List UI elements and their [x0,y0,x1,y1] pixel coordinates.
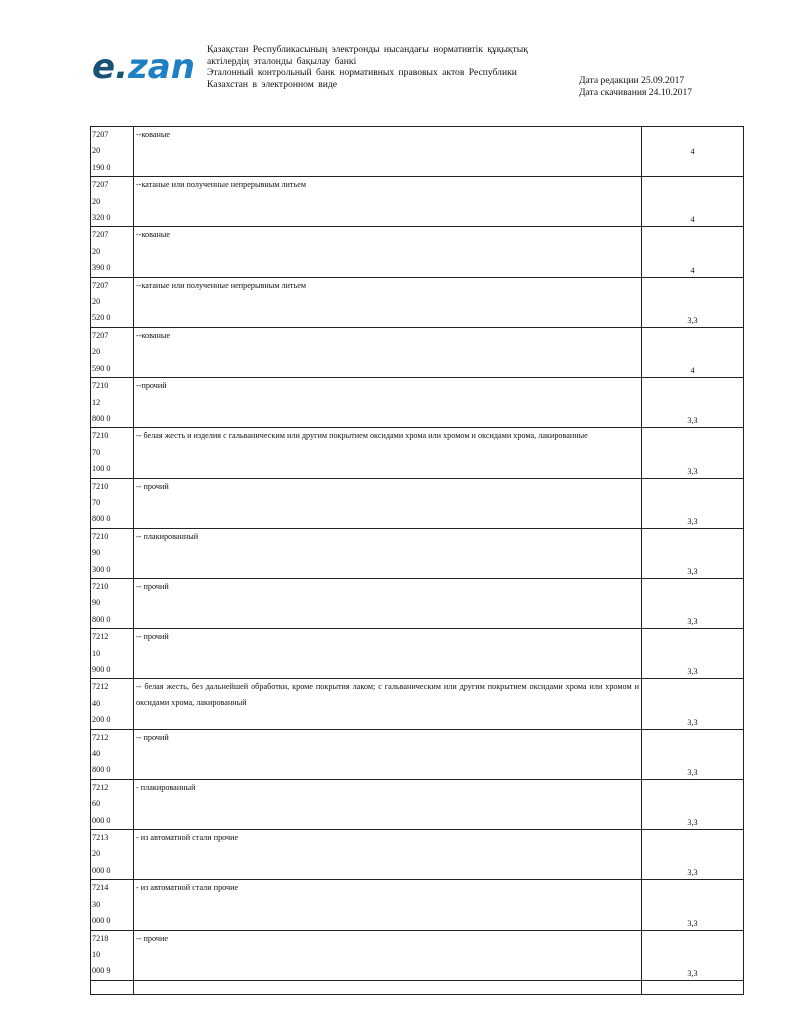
table-row [91,779,744,829]
rate-cell: 3,3 [642,629,744,679]
rate-cell: 3,3 [642,830,744,880]
empty-cell [642,980,744,994]
hs-code-part: 7210 [92,581,109,591]
hs-code-part: 7212 [92,632,109,642]
hs-code-part: 7207 [92,130,109,139]
table-row [91,578,744,628]
hs-code-part: 90 [92,598,101,608]
hs-code-cell [91,478,134,528]
table-row [91,880,744,930]
edition-date: Дата редакции 25.09.2017 [579,75,685,86]
hs-code-part: 7212 [92,682,109,692]
rate-cell: 3,3 [642,729,744,779]
description-cell: -- прочий [134,729,642,779]
hs-code-part: 7210 [92,431,109,441]
hs-code-part: 7207 [92,280,109,290]
hs-code-cell [91,679,134,729]
hs-code-part: 320 0 [92,213,111,223]
hs-code-part: 60 [92,799,101,809]
rate-cell: 3,3 [642,428,744,478]
document-dates [579,75,692,98]
rate-cell: 3,3 [642,779,744,829]
header-line-2: актілердің эталонды бақылау банкі [207,55,357,67]
rate-cell: 3,3 [642,880,744,930]
hs-code-part: 7207 [92,180,109,190]
hs-code-part: 20 [92,297,101,307]
hs-code-part: 900 0 [92,665,111,674]
hs-code-part: 000 0 [92,865,111,875]
description-cell: -- прочий [134,629,642,679]
hs-code-cell [91,880,134,930]
hs-code-part: 30 [92,899,101,909]
hs-code-part: 000 0 [92,916,111,926]
hs-code-part: 70 [92,447,101,457]
description-cell: --кованые [134,227,642,277]
description-cell: -- прочие [134,930,642,980]
table-row [91,729,744,779]
hs-code-cell [91,528,134,578]
description-cell: --катаные или полученные непрерывным литьем [134,277,642,327]
description-cell: - из автоматной стали прочие [134,880,642,930]
hs-code-part: 7210 [92,481,109,491]
hs-code-cell [91,127,134,177]
document-header [207,44,528,90]
description-cell: -- белая жесть, без дальнейшей обработки, кроме покрытия лаком; с гальваническим или другим покрытием оксидами хрома или хромом и оксидами хрома, лакированный [134,679,642,729]
table-row [91,528,744,578]
hs-code-part: 7212 [92,782,109,792]
hs-code-part: 100 0 [92,464,111,474]
hs-code-cell [91,779,134,829]
hs-code-part: 7210 [92,381,109,391]
hs-code-part: 7214 [92,883,109,893]
hs-code-part: 590 0 [92,363,111,373]
hs-code-cell [91,277,134,327]
description-cell: -- плакированный [134,528,642,578]
rate-cell: 3,3 [642,528,744,578]
hs-code-part: 20 [92,347,101,357]
hs-code-part: 000 9 [92,966,111,976]
table-row [91,930,744,980]
hs-code-part: 20 [92,196,101,206]
rate-cell: 3,3 [642,930,744,980]
hs-code-part: 7212 [92,732,109,742]
rate-cell: 3,3 [642,478,744,528]
empty-row [91,980,744,994]
description-cell: --кованые [134,327,642,377]
rate-cell: 4 [642,127,744,177]
hs-code-part: 20 [92,246,101,256]
hs-code-part: 800 0 [92,413,111,423]
table-row [91,227,744,277]
table-row [91,378,744,428]
tariff-table [90,126,744,995]
rate-cell: 3,3 [642,578,744,628]
empty-cell [91,980,134,994]
header-line-4: Казахстан в электронном виде [207,78,337,90]
download-date: Дата скачивания 24.10.2017 [579,86,693,98]
description-cell: - из автоматной стали прочие [134,830,642,880]
hs-code-part: 800 0 [92,514,111,524]
ezan-logo: e.zan [92,47,195,87]
description-cell: - плакированный [134,779,642,829]
description-cell: -- прочий [134,478,642,528]
hs-code-cell [91,428,134,478]
rate-cell: 3,3 [642,679,744,729]
hs-code-cell [91,378,134,428]
hs-code-part: 390 0 [92,263,111,273]
table-row [91,679,744,729]
rate-cell: 3,3 [642,378,744,428]
hs-code-part: 7210 [92,531,109,541]
table-row [91,478,744,528]
table-row [91,277,744,327]
header-line-3: Эталонный контрольный банк нормативных правовых актов Республики [207,67,517,78]
hs-code-part: 7218 [92,933,109,943]
hs-code-part: 40 [92,749,101,759]
tariff-table-body [91,127,744,995]
rate-cell: 4 [642,177,744,227]
hs-code-part: 520 0 [92,313,111,323]
rate-cell: 3,3 [642,277,744,327]
table-row [91,428,744,478]
table-row [91,327,744,377]
hs-code-cell [91,327,134,377]
header-line-1: Қазақстан Республикасының электронды нысандағы нормативтік құқықтық [207,44,528,55]
hs-code-cell [91,578,134,628]
hs-code-cell [91,177,134,227]
hs-code-part: 20 [92,849,101,859]
hs-code-part: 40 [92,698,101,708]
hs-code-cell [91,830,134,880]
hs-code-part: 20 [92,146,101,156]
hs-code-part: 12 [92,397,101,407]
hs-code-part: 000 0 [92,815,111,825]
description-cell: --кованые [134,127,642,177]
hs-code-part: 7207 [92,230,109,240]
description-cell: --прочий [134,378,642,428]
hs-code-cell [91,729,134,779]
rate-cell: 4 [642,327,744,377]
hs-code-part: 300 0 [92,564,111,574]
description-cell: -- белая жесть и изделия с гальваническим или другим покрытием оксидами хрома или хромом и оксидами хрома, лакированные [134,428,642,478]
table-row [91,830,744,880]
hs-code-part: 10 [92,949,101,959]
empty-cell [134,980,642,994]
hs-code-part: 90 [92,548,101,558]
hs-code-part: 800 0 [92,765,111,775]
hs-code-part: 190 0 [92,162,111,172]
hs-code-part: 7213 [92,833,109,843]
hs-code-part: 800 0 [92,614,111,624]
table-row [91,127,744,177]
hs-code-cell [91,629,134,679]
description-cell: -- прочий [134,578,642,628]
hs-code-part: 70 [92,497,101,507]
hs-code-part: 7207 [92,330,109,340]
table-row [91,177,744,227]
hs-code-cell [91,930,134,980]
hs-code-part: 200 0 [92,715,111,725]
description-cell: --катаные или полученные непрерывным литьем [134,177,642,227]
table-row [91,629,744,679]
hs-code-cell [91,227,134,277]
hs-code-part: 10 [92,648,101,658]
rate-cell: 4 [642,227,744,277]
